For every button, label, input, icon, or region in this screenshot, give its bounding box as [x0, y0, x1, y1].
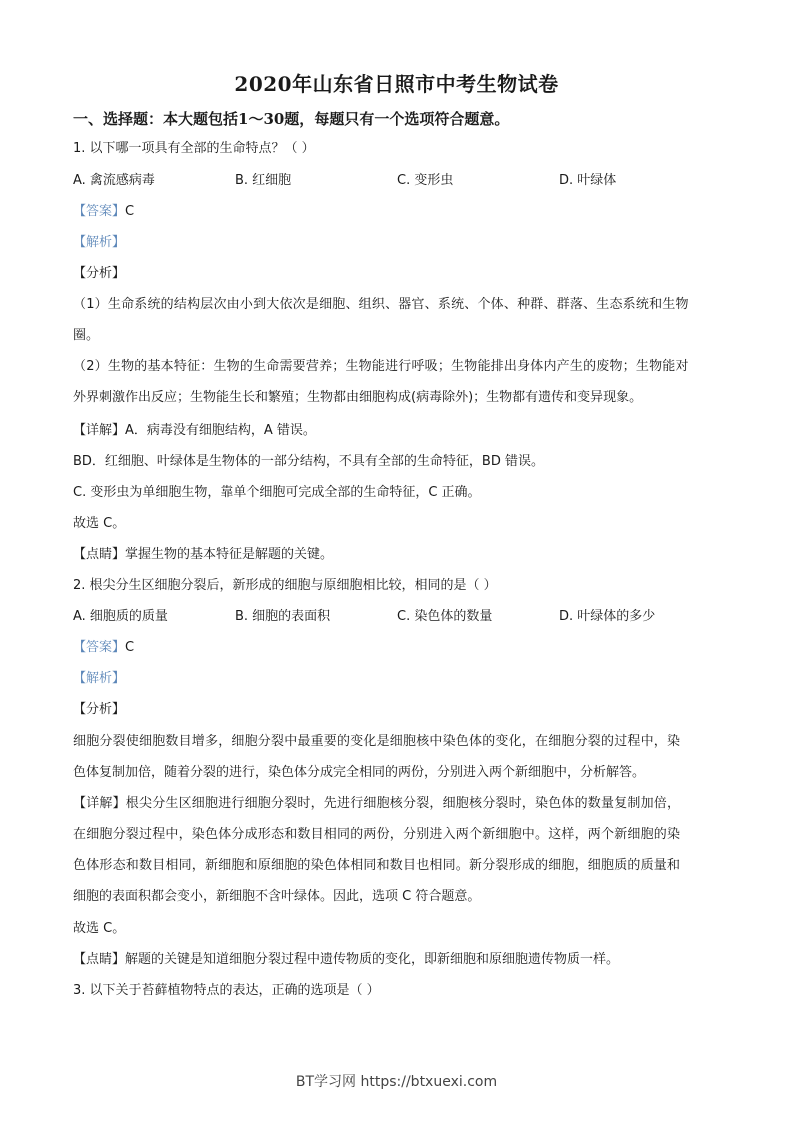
question-2-fenxi-line: 色体复制加倍，随着分裂的进行，染色体分成完全相同的两份，分别进入两个新细胞中，分析解答。 [73, 765, 646, 780]
question-1-detail-line: C. 变形虫为单细胞生物，靠单个细胞可完成全部的生命特征，C 正确。 [73, 485, 481, 500]
question-2-option-d: D. 叶绿体的多少 [559, 609, 656, 624]
question-3-stem: 3. 以下关于苔藓植物特点的表达，正确的选项是（ ） [73, 983, 380, 998]
question-1-fenxi-label: 【分析】 [73, 266, 126, 281]
question-1-fenxi-line: （1）生命系统的结构层次由小到大依次是细胞、组织、器官、系统、个体、种群、群落、生态系统和生物 [73, 297, 689, 312]
answer-value: C [125, 204, 135, 219]
question-1-option-c: C. 变形虫 [397, 173, 454, 188]
question-2-fenxi-label: 【分析】 [73, 702, 126, 717]
question-2-option-a: A. 细胞质的质量 [73, 609, 168, 624]
question-2-detail-line: 在细胞分裂过程中，染色体分成形态和数目相同的两份，分别进入两个新细胞中。这样，两个新细胞的染 [73, 827, 681, 842]
section-heading: 一、选择题：本大题包括1～30题，每题只有一个选项符合题意。 [73, 110, 510, 128]
question-1-option-a: A. 禽流感病毒 [73, 173, 155, 188]
question-1-fenxi-line: 外界刺激作出反应；生物能生长和繁殖；生物都由细胞构成(病毒除外)；生物都有遗传和变异现象。 [73, 390, 643, 405]
question-2-conclusion: 故选 C。 [73, 921, 126, 936]
question-2-detail-line: 【详解】根尖分生区细胞进行细胞分裂时，先进行细胞核分裂，细胞核分裂时，染色体的数量复制加倍， [73, 796, 681, 811]
question-2-dianjing: 【点睛】解题的关键是知道细胞分裂过程中遗传物质的变化，即新细胞和原细胞遗传物质一样。 [73, 952, 620, 967]
question-1-fenxi-line: （2）生物的基本特征：生物的生命需要营养；生物能进行呼吸；生物能排出身体内产生的废物；生物能对 [73, 359, 689, 374]
answer-value: C [125, 640, 135, 655]
question-2-detail-line: 细胞的表面积都会变小，新细胞不含叶绿体。因此，选项 C 符合题意。 [73, 889, 481, 904]
question-1-stem: 1. 以下哪一项具有全部的生命特点？（ ） [73, 141, 315, 156]
page-title: 2020年山东省日照市中考生物试卷 [234, 72, 559, 96]
question-2-option-b: B. 细胞的表面积 [235, 609, 331, 624]
question-1-option-d: D. 叶绿体 [559, 173, 617, 188]
question-1-detail-line: BD．红细胞、叶绿体是生物体的一部分结构，不具有全部的生命特征，BD 错误。 [73, 454, 544, 469]
question-2-stem: 2. 根尖分生区细胞分裂后，新形成的细胞与原细胞相比较，相同的是（ ） [73, 578, 497, 593]
answer-label: 【答案】 [73, 204, 126, 219]
question-1-dianjing: 【点睛】掌握生物的基本特征是解题的关键。 [73, 547, 334, 562]
question-1-answer [73, 203, 728, 221]
question-2-option-c: C. 染色体的数量 [397, 609, 493, 624]
question-2-answer [73, 639, 728, 657]
question-1-conclusion: 故选 C。 [73, 516, 126, 531]
question-1-fenxi-line: 圈。 [73, 328, 100, 343]
question-1-analysis-label: 【解析】 [73, 235, 126, 250]
footer-watermark: BT学习网 https://btxuexi.com [295, 1074, 498, 1090]
answer-label: 【答案】 [73, 640, 126, 655]
question-1-option-b: B. 红细胞 [235, 173, 292, 188]
question-2-analysis-label: 【解析】 [73, 671, 126, 686]
question-2-fenxi-line: 细胞分裂使细胞数目增多，细胞分裂中最重要的变化是细胞核中染色体的变化，在细胞分裂的过程中，染 [73, 734, 681, 749]
question-1-detail-line: 【详解】A．病毒没有细胞结构，A 错误。 [73, 423, 316, 438]
question-2-detail-line: 色体形态和数目相同，新细胞和原细胞的染色体相同和数目也相同。新分裂形成的细胞，细胞质的质量和 [73, 858, 681, 873]
